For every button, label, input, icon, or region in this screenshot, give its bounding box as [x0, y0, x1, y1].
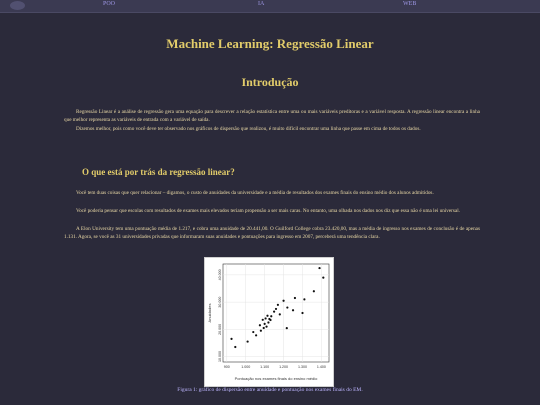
plot-frame — [223, 264, 329, 362]
data-point — [270, 315, 272, 317]
data-point — [234, 346, 236, 348]
paragraph-sub-3: A Elon University tem uma pontuação média de 1.217, e cobra uma anuidade de 20.441,00. O Guilford College cobra 23.420,00, mas a média de ingresso nos exames de conclusão é de apenas 1.131. Agora, se você as 31 universidades privadas que informaram suas anuidades e pontuações para ingresso em 2007, perceberá uma tendência clara. — [64, 226, 480, 241]
nav-link-poo[interactable]: POO — [103, 1, 116, 7]
data-point — [279, 313, 281, 315]
data-point — [259, 324, 261, 326]
y-tick-label: 10.000 — [218, 351, 222, 363]
nav-link-web[interactable]: WEB — [403, 1, 417, 7]
paragraph-intro-2: Dizemos melhor, pois como você deve ter observado nos gráficos de dispersão que realizou, é muito difícil encontrar uma linha que passe em cima de todos os dados. — [76, 126, 421, 132]
y-ticks — [218, 269, 222, 362]
x-tick-label: 1.400 — [316, 365, 326, 369]
data-point — [318, 267, 320, 269]
data-point — [247, 340, 249, 342]
data-point — [301, 312, 303, 314]
paragraph-sub-2: Você poderia pensar que escolas com resultados de exames mais elevados teriam propensão a ser mais caras. No entanto, uma olhada nos dados nos diz que essa não é uma lei universal. — [76, 208, 460, 214]
y-tick-label: 30.000 — [218, 296, 222, 308]
data-point — [286, 327, 288, 329]
data-point — [264, 317, 266, 319]
top-navbar — [0, 0, 540, 13]
data-point — [269, 319, 271, 321]
y-tick-label: 20.000 — [218, 323, 222, 335]
x-tick-label: 900 — [223, 365, 230, 369]
data-point — [286, 306, 288, 308]
subsection-title: O que está por trás da regressão linear? — [82, 167, 235, 177]
scatter-plot — [205, 258, 333, 386]
logo-icon[interactable] — [10, 1, 25, 10]
page-title: Machine Learning: Regressão Linear — [166, 36, 374, 51]
scatter-figure — [204, 257, 334, 387]
paragraph-intro-1: Regressão Linear é a análise de regressão gera uma equação para descrever a relação estatística entre uma ou mais variáveis preditoras e a variável resposta. A regressão linear encontra a linha que melhor representa as variáveis de entrada com a variável de saída. — [64, 109, 480, 124]
x-ticks — [224, 365, 326, 369]
data-point — [267, 321, 269, 323]
data-point — [275, 308, 277, 310]
x-tick-label: 1.200 — [279, 365, 289, 369]
data-point — [252, 331, 254, 333]
data-point — [230, 338, 232, 340]
data-point — [313, 290, 315, 292]
nav-link-ia[interactable]: IA — [258, 1, 265, 7]
y-axis-label: Anuidades — [207, 303, 212, 323]
data-point — [277, 304, 279, 306]
x-tick-label: 1.100 — [260, 365, 270, 369]
data-point — [262, 319, 264, 321]
data-point — [322, 277, 324, 279]
x-axis-label: Pontuação nos exames finais do ensino médio — [234, 376, 318, 381]
data-point — [282, 300, 284, 302]
y-tick-label: 40.000 — [218, 269, 222, 281]
data-point — [260, 330, 262, 332]
data-point — [292, 309, 294, 311]
data-point — [266, 315, 268, 317]
data-point — [294, 297, 296, 299]
data-point — [265, 326, 267, 328]
x-tick-label: 1.300 — [298, 365, 307, 369]
x-tick-label: 1.000 — [241, 365, 251, 369]
figure-caption: Figura 1: gráfico de dispersão entre anuidade e pontuação nos exames finais do EM. — [177, 387, 363, 393]
data-point — [273, 311, 275, 313]
data-point — [264, 323, 266, 325]
paragraph-sub-1: Você tem duas coisas que quer relacionar – digamos, o custo de anuidades da universidade e a média de resultados dos exames finais do ensino médio dos alunos admitidos. — [76, 190, 434, 196]
data-point — [263, 327, 265, 329]
section-title: Introdução — [241, 75, 299, 89]
data-point — [255, 334, 257, 336]
data-point — [303, 298, 305, 300]
